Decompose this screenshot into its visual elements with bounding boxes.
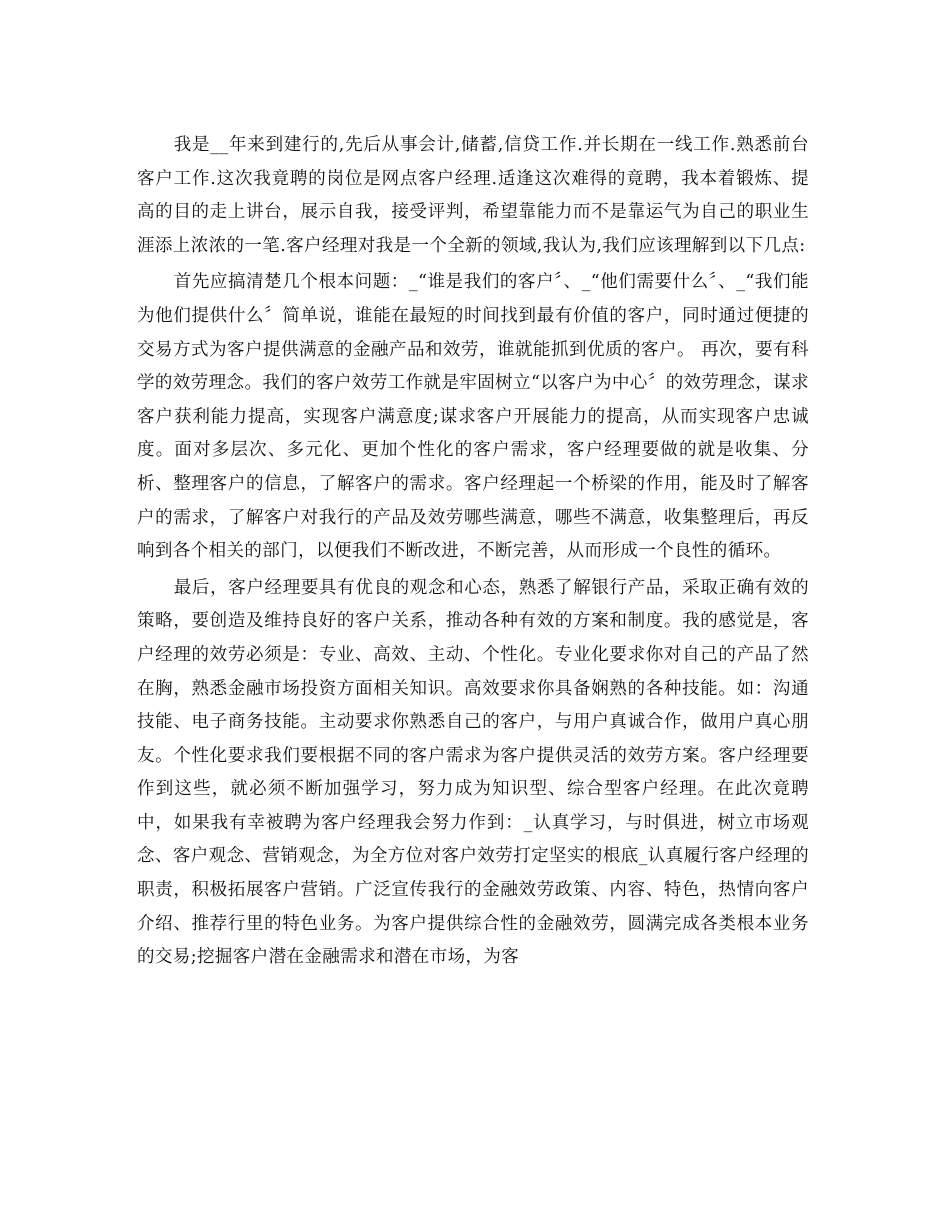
paragraph-intro: 我是__年来到建行的,先后从事会计,储蓄,信贷工作.并长期在一线工作.熟悉前台客户工作.这次我竟聘的岗位是网点客户经理.适逢这次难得的竟聘，我本着锻炼、提高的目的走上讲台，展示自我，接受评判，希望靠能力而不是靠运气为自己的职业生涯添上浓浓的一笔.客户经理对我是一个全新的领域,我认为,我们应该理解到以下几点:: [137, 135, 809, 256]
paragraph-finally: 最后，客户经理要具有优良的观念和心态，熟悉了解银行产品，采取正确有效的策略，要创造及维持良好的客户关系，推动各种有效的方案和制度。我的感觉是，客户经理的效劳必须是：专业、高效、主动、个性化。专业化要求你对自己的产品了然在胸，熟悉金融市场投资方面相关知识。高效要求你具备娴熟的各种技能。如：沟通技能、电子商务技能。主动要求你熟悉自己的客户，与用户真诚合作，做用户真心朋友。个性化要求我们要根据不同的客户需求为客户提供灵活的效劳方案。客户经理要作到这些，就必须不断加强学习，努力成为知识型、综合型客户经理。在此次竟聘中，如果我有幸被聘为客户经理我会努力作到：_认真学习，与时俱进，树立市场观念、客户观念、营销观念，为全方位对客户效劳打定坚实的根底_认真履行客户经理的职责，积极拓展客户营销。广泛宣传我行的金融效劳政策、内容、特色，热情向客户介绍、推荐行里的特色业务。为客户提供综合性的金融效劳，圆满完成各类根本业务的交易;挖掘客户潜在金融需求和潜在市场，为客: [137, 577, 809, 968]
paragraph-questions: 首先应搞清楚几个根本问题：_“谁是我们的客户〞、_“他们需要什么〞、_“我们能为他们提供什么〞简单说，谁能在最短的时间找到最有价值的客户，同时通过便捷的交易方式为客户提供满意的金融产品和效劳，谁就能抓到优质的客户。 再次，要有科学的效劳理念。我们的客户效劳工作就是牢固树立“以客户为中心〞的效劳理念，谋求客户获利能力提高，实现客户满意度;谋求客户开展能力的提高，从而实现客户忠诚度。面对多层次、多元化、更加个性化的客户需求，客户经理要做的就是收集、分析、整理客户的信息，了解客户的需求。客户经理起一个桥梁的作用，能及时了解客户的需求，了解客户对我行的产品及效劳哪些满意，哪些不满意，收集整理后，再反响到各个相关的部门，以便我们不断改进，不断完善，从而形成一个良性的循环。: [137, 272, 809, 562]
document-page: [137, 129, 809, 978]
